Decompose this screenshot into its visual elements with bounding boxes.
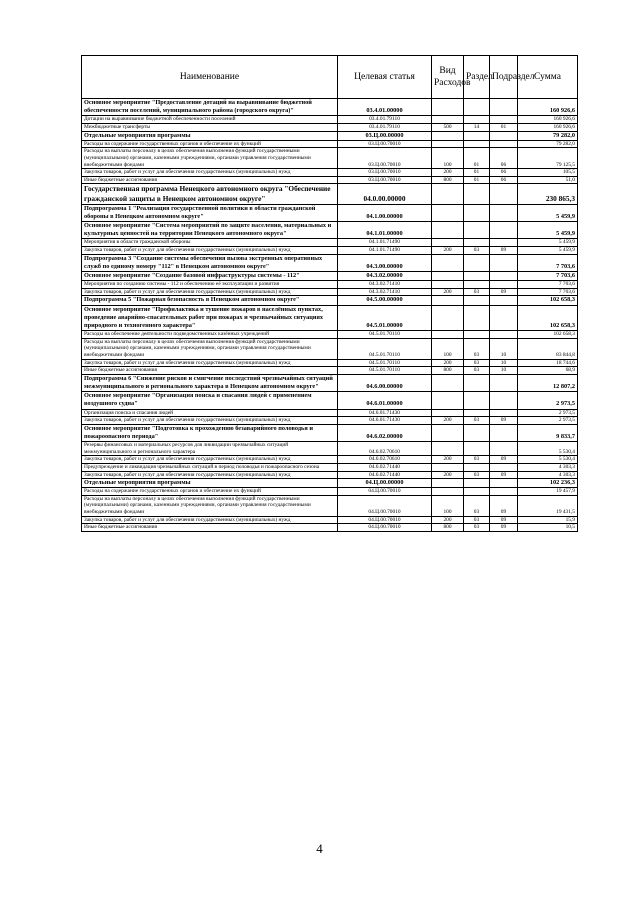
row-expense-type: 200: [432, 456, 464, 464]
row-section: 01: [464, 148, 490, 169]
table-row: [82, 169, 578, 177]
row-section: [464, 409, 490, 417]
row-name: Закупка товаров, работ и услуг для обеспечения государственных (муниципальных) нужд: [82, 359, 338, 367]
row-expense-type: [432, 331, 464, 339]
table-row: [82, 99, 578, 116]
row-section: [464, 239, 490, 247]
row-target: 04.Ц.00.70010: [338, 495, 432, 516]
row-expense-type: 200: [432, 516, 464, 524]
row-target: 04.5.01.70110: [338, 359, 432, 367]
row-expense-type: 200: [432, 359, 464, 367]
row-expense-type: 200: [432, 169, 464, 177]
row-subsection: [490, 221, 518, 238]
row-name: Основное мероприятие "Создание базовой инфраструктуры системы - 112": [82, 271, 338, 280]
row-expense-type: [432, 131, 464, 140]
row-section: [464, 254, 490, 271]
row-amount: 7 703,6: [518, 281, 578, 289]
table-row: [82, 246, 578, 254]
row-name: Мероприятия в области гражданской обороны: [82, 239, 338, 247]
row-name: Дотации на выравнивание бюджетной обеспеченности поселений: [82, 116, 338, 124]
row-expense-type: [432, 409, 464, 417]
row-amount: 230 865,3: [518, 184, 578, 204]
row-amount: 9 833,7: [518, 424, 578, 441]
row-expense-type: [432, 374, 464, 391]
row-target: 04.Ц.00.70010: [338, 524, 432, 532]
row-expense-type: 200: [432, 417, 464, 425]
row-expense-type: 800: [432, 176, 464, 184]
row-amount: 160 926,6: [518, 124, 578, 132]
row-amount: 7 703,6: [518, 254, 578, 271]
table-row: [82, 305, 578, 331]
row-amount: 2 973,5: [518, 417, 578, 425]
row-target: 04.Ц.00.70010: [338, 516, 432, 524]
row-subsection: 06: [490, 148, 518, 169]
row-name: Отдельные мероприятия программы: [82, 131, 338, 140]
row-amount: 5 459,9: [518, 204, 578, 221]
row-expense-type: [432, 488, 464, 496]
row-expense-type: 800: [432, 524, 464, 532]
table-row: [82, 184, 578, 204]
row-target: 03.Ц.00.00000: [338, 131, 432, 140]
row-expense-type: [432, 442, 464, 456]
row-amount: 5 459,9: [518, 221, 578, 238]
table-row: [82, 367, 578, 375]
row-name: Отдельные мероприятия программы: [82, 479, 338, 488]
row-subsection: 09: [490, 495, 518, 516]
row-name: Закупка товаров, работ и услуг для обеспечения государственных (муниципальных) нужд: [82, 456, 338, 464]
row-name: Закупка товаров, работ и услуг для обеспечения государственных (муниципальных) нужд: [82, 288, 338, 296]
row-section: [464, 374, 490, 391]
row-subsection: [490, 140, 518, 148]
row-name: Межбюджетные трансферты: [82, 124, 338, 132]
row-target: 03.4.01.79110: [338, 124, 432, 132]
row-amount: 51,0: [518, 176, 578, 184]
row-section: [464, 488, 490, 496]
table-row: [82, 524, 578, 532]
row-name: Иные бюджетные ассигнования: [82, 367, 338, 375]
row-expense-type: [432, 254, 464, 271]
row-amount: 7 703,6: [518, 271, 578, 280]
header-expense-type: Вид Расходов: [432, 56, 464, 99]
table-row: [82, 254, 578, 271]
row-amount: 19 431,5: [518, 495, 578, 516]
row-subsection: 09: [490, 288, 518, 296]
row-target: 04.6.01.71430: [338, 417, 432, 425]
header-section: Раздел: [464, 56, 490, 99]
table-row: [82, 463, 578, 471]
row-subsection: [490, 392, 518, 409]
row-target: 03.Ц.00.70010: [338, 140, 432, 148]
row-section: 03: [464, 456, 490, 464]
header-name: Наименование: [82, 56, 338, 99]
row-amount: 160 926,6: [518, 99, 578, 116]
row-name: Государственная программа Ненецкого автономного округа "Обеспечение гражданской защиты в Ненецком автономном округе": [82, 184, 338, 204]
row-amount: 83 844,8: [518, 338, 578, 359]
row-target: 03.4.01.79110: [338, 116, 432, 124]
table-row: [82, 140, 578, 148]
row-expense-type: [432, 271, 464, 280]
row-expense-type: [432, 463, 464, 471]
row-expense-type: 200: [432, 471, 464, 479]
row-section: 03: [464, 288, 490, 296]
row-subsection: [490, 463, 518, 471]
row-name: Подпрограмма 1 "Реализация государственной политики в области гражданской обороны в Ненецком автономном округе": [82, 204, 338, 221]
row-name: Подпрограмма 5 "Пожарная безопасность в Ненецком автономном округе": [82, 296, 338, 305]
row-section: [464, 296, 490, 305]
row-expense-type: 200: [432, 288, 464, 296]
header-amount: Сумма: [518, 56, 578, 99]
row-section: 03: [464, 495, 490, 516]
row-section: [464, 463, 490, 471]
row-expense-type: 100: [432, 338, 464, 359]
row-target: 04.Ц.00.70010: [338, 488, 432, 496]
row-expense-type: [432, 204, 464, 221]
row-section: 03: [464, 417, 490, 425]
row-name: Расходы на выплаты персоналу в целях обеспечения выполнения функций государственными (муниципальными) органами, казенными учреждениями, органами управления государственными внебюджетными фондами: [82, 495, 338, 516]
row-section: [464, 442, 490, 456]
row-amount: 18 744,6: [518, 359, 578, 367]
row-amount: 4 303,3: [518, 463, 578, 471]
row-section: [464, 99, 490, 116]
row-expense-type: [432, 305, 464, 331]
row-subsection: [490, 479, 518, 488]
row-amount: 102 658,3: [518, 296, 578, 305]
row-subsection: 10: [490, 367, 518, 375]
row-amount: 2 973,5: [518, 409, 578, 417]
row-section: [464, 184, 490, 204]
row-expense-type: 100: [432, 148, 464, 169]
row-amount: 4 303,3: [518, 471, 578, 479]
row-expense-type: [432, 184, 464, 204]
row-subsection: [490, 281, 518, 289]
row-amount: 102 236,3: [518, 479, 578, 488]
row-amount: 10,5: [518, 524, 578, 532]
row-section: 03: [464, 367, 490, 375]
row-subsection: 10: [490, 338, 518, 359]
row-target: 04.1.01.00000: [338, 221, 432, 238]
row-amount: 105,5: [518, 169, 578, 177]
row-name: Основное мероприятие "Подготовка к прохождению безаварийного половодья и пожароопасного периода": [82, 424, 338, 441]
row-expense-type: [432, 479, 464, 488]
row-subsection: [490, 254, 518, 271]
table-row: [82, 374, 578, 391]
table-row: [82, 296, 578, 305]
row-name: Основное мероприятие "Система мероприятий по защите населения, материальных и культурных ценностей на территории Ненецкого автономного округа": [82, 221, 338, 238]
row-subsection: [490, 305, 518, 331]
row-name: Расходы на содержание государственных органов и обеспечение их функций: [82, 488, 338, 496]
row-expense-type: [432, 281, 464, 289]
row-name: Подпрограмма 3 "Создание системы обеспечения вызова экстренных оперативных служб по единому номеру "112" в Ненецком автономном округе": [82, 254, 338, 271]
row-name: Предупреждение и ликвидация чрезвычайных ситуаций в период половодья и пожароопасного сезона: [82, 463, 338, 471]
row-target: 04.5.01.70110: [338, 338, 432, 359]
budget-table: [81, 55, 578, 532]
row-target: 04.3.02.71410: [338, 288, 432, 296]
row-target: 04.5.01.70110: [338, 331, 432, 339]
row-subsection: [490, 331, 518, 339]
row-amount: 2 973,5: [518, 392, 578, 409]
row-subsection: 10: [490, 359, 518, 367]
row-name: Мероприятия по созданию системы - 112 и обеспечению её эксплуатации и развития: [82, 281, 338, 289]
row-expense-type: [432, 116, 464, 124]
row-section: 14: [464, 124, 490, 132]
row-name: Резервы финансовых и материальных ресурсов для ликвидации чрезвычайных ситуаций межмуниципального и регионального характера: [82, 442, 338, 456]
row-section: [464, 140, 490, 148]
row-target: 03.Ц.00.70010: [338, 148, 432, 169]
row-target: 04.1.01.71490: [338, 239, 432, 247]
row-section: 03: [464, 338, 490, 359]
row-subsection: 09: [490, 516, 518, 524]
header-target: Целевая статья: [338, 56, 432, 99]
row-subsection: 09: [490, 456, 518, 464]
row-target: 03.Ц.00.70010: [338, 169, 432, 177]
row-amount: 7 703,6: [518, 288, 578, 296]
table-row: [82, 471, 578, 479]
table-row: [82, 176, 578, 184]
row-section: 03: [464, 524, 490, 532]
row-target: 04.6.00.00000: [338, 374, 432, 391]
row-section: 03: [464, 246, 490, 254]
row-name: Подпрограмма 6 "Снижение рисков и смягчение последствий чрезвычайных ситуаций межмуниципального и регионального характера в Ненецком автономном округе": [82, 374, 338, 391]
row-subsection: [490, 131, 518, 140]
row-section: [464, 281, 490, 289]
row-name: Закупка товаров, работ и услуг для обеспечения государственных (муниципальных) нужд: [82, 169, 338, 177]
row-name: Закупка товаров, работ и услуг для обеспечения государственных (муниципальных) нужд: [82, 471, 338, 479]
row-amount: 5 459,9: [518, 239, 578, 247]
row-subsection: 09: [490, 246, 518, 254]
row-expense-type: [432, 221, 464, 238]
row-expense-type: [432, 239, 464, 247]
row-target: 04.Ц.00.00000: [338, 479, 432, 488]
row-section: [464, 331, 490, 339]
row-target: 04.6.02.00000: [338, 424, 432, 441]
row-target: 04.5.01.00000: [338, 305, 432, 331]
row-subsection: [490, 239, 518, 247]
row-amount: 15,9: [518, 516, 578, 524]
row-section: [464, 131, 490, 140]
row-subsection: [490, 116, 518, 124]
row-name: Иные бюджетные ассигнования: [82, 176, 338, 184]
row-subsection: 06: [490, 176, 518, 184]
row-subsection: [490, 374, 518, 391]
table-row: [82, 516, 578, 524]
row-subsection: [490, 204, 518, 221]
row-expense-type: 100: [432, 495, 464, 516]
row-target: 03.4.01.00000: [338, 99, 432, 116]
table-row: [82, 442, 578, 456]
row-section: 03: [464, 359, 490, 367]
row-subsection: 09: [490, 524, 518, 532]
row-name: Основное мероприятие "Профилактика и тушение пожаров в населённых пунктах, проведение аварийно-спасательных работ при пожарах и чрезвычайных ситуациях природного и техногенного характера": [82, 305, 338, 331]
row-subsection: [490, 442, 518, 456]
table-row: [82, 281, 578, 289]
table-row: [82, 392, 578, 409]
row-name: Закупка товаров, работ и услуг для обеспечения государственных (муниципальных) нужд: [82, 516, 338, 524]
row-section: 03: [464, 516, 490, 524]
table-row: [82, 456, 578, 464]
header-subsection: Подраздел: [490, 56, 518, 99]
row-name: Расходы на содержание государственных органов и обеспечение их функций: [82, 140, 338, 148]
row-name: Организация поиска и спасания людей: [82, 409, 338, 417]
row-name: Расходы на обеспечение деятельности подведомственных казённых учреждений: [82, 331, 338, 339]
table-row: [82, 495, 578, 516]
row-target: 04.6.02.71440: [338, 471, 432, 479]
row-section: [464, 305, 490, 331]
row-name: Закупка товаров, работ и услуг для обеспечения государственных (муниципальных) нужд: [82, 417, 338, 425]
table-row: [82, 417, 578, 425]
row-section: [464, 479, 490, 488]
table-row: [82, 424, 578, 441]
table-row: [82, 148, 578, 169]
table-row: [82, 479, 578, 488]
table-row: [82, 271, 578, 280]
page-number: 4: [316, 841, 323, 856]
row-expense-type: [432, 140, 464, 148]
table-row: [82, 124, 578, 132]
table-header-row: [82, 56, 578, 99]
row-target: 04.5.00.00000: [338, 296, 432, 305]
table-row: [82, 488, 578, 496]
row-target: 04.3.00.00000: [338, 254, 432, 271]
row-name: Закупка товаров, работ и услуг для обеспечения государственных (муниципальных) нужд: [82, 246, 338, 254]
table-row: [82, 239, 578, 247]
row-name: Расходы на выплаты персоналу в целях обеспечения выполнения функций государственными (муниципальными) органами, казенными учреждениями, органами управления государственными внебюджетными фондами: [82, 148, 338, 169]
row-subsection: 06: [490, 169, 518, 177]
row-amount: 5 530,4: [518, 456, 578, 464]
row-section: 01: [464, 169, 490, 177]
row-expense-type: 800: [432, 367, 464, 375]
row-subsection: [490, 424, 518, 441]
row-expense-type: [432, 99, 464, 116]
row-section: [464, 392, 490, 409]
table-row: [82, 221, 578, 238]
row-name: Основное мероприятие "Организация поиска и спасания людей с применением воздушного судна": [82, 392, 338, 409]
table-row: [82, 331, 578, 339]
row-target: 04.1.00.00000: [338, 204, 432, 221]
row-name: Расходы на выплаты персоналу в целях обеспечения выполнения функций государственными (муниципальными) органами, казенными учреждениями, органами управления государственными внебюджетными фондами: [82, 338, 338, 359]
row-subsection: [490, 184, 518, 204]
row-amount: 79 125,5: [518, 148, 578, 169]
row-name: Иные бюджетные ассигнования: [82, 524, 338, 532]
row-amount: 160 926,6: [518, 116, 578, 124]
row-section: 01: [464, 176, 490, 184]
row-target: 03.Ц.00.70010: [338, 176, 432, 184]
row-target: 04.0.00.00000: [338, 184, 432, 204]
row-subsection: [490, 271, 518, 280]
row-subsection: 09: [490, 417, 518, 425]
row-amount: 68,9: [518, 367, 578, 375]
row-target: 04.6.02.70610: [338, 442, 432, 456]
row-expense-type: [432, 392, 464, 409]
row-expense-type: [432, 424, 464, 441]
row-expense-type: 500: [432, 124, 464, 132]
row-subsection: [490, 409, 518, 417]
row-amount: 79 282,0: [518, 131, 578, 140]
row-target: 04.6.02.70610: [338, 456, 432, 464]
table-row: [82, 131, 578, 140]
row-amount: 102 658,3: [518, 305, 578, 331]
row-target: 04.6.02.71440: [338, 463, 432, 471]
table-row: [82, 116, 578, 124]
row-expense-type: [432, 296, 464, 305]
row-amount: 79 282,0: [518, 140, 578, 148]
row-section: [464, 271, 490, 280]
row-section: [464, 424, 490, 441]
row-amount: 19 457,9: [518, 488, 578, 496]
table-row: [82, 288, 578, 296]
row-section: 03: [464, 471, 490, 479]
row-subsection: [490, 488, 518, 496]
row-target: 04.6.01.00000: [338, 392, 432, 409]
row-amount: 5 530,4: [518, 442, 578, 456]
row-target: 04.3.02.00000: [338, 271, 432, 280]
row-name: Основное мероприятие "Предоставление дотаций на выравнивание бюджетной обеспеченности поселений, муниципального района (городского округа)": [82, 99, 338, 116]
row-amount: 102 658,3: [518, 331, 578, 339]
row-target: 04.1.01.71490: [338, 246, 432, 254]
row-target: 04.5.01.70110: [338, 367, 432, 375]
row-subsection: 01: [490, 124, 518, 132]
table-row: [82, 359, 578, 367]
row-section: [464, 204, 490, 221]
table-row: [82, 204, 578, 221]
row-subsection: [490, 99, 518, 116]
row-section: [464, 116, 490, 124]
row-amount: 5 459,9: [518, 246, 578, 254]
row-target: 04.3.02.71410: [338, 281, 432, 289]
row-target: 04.6.01.71430: [338, 409, 432, 417]
table-row: [82, 338, 578, 359]
table-row: [82, 409, 578, 417]
row-subsection: [490, 296, 518, 305]
row-amount: 12 807,2: [518, 374, 578, 391]
row-subsection: 09: [490, 471, 518, 479]
row-section: [464, 221, 490, 238]
row-expense-type: 200: [432, 246, 464, 254]
